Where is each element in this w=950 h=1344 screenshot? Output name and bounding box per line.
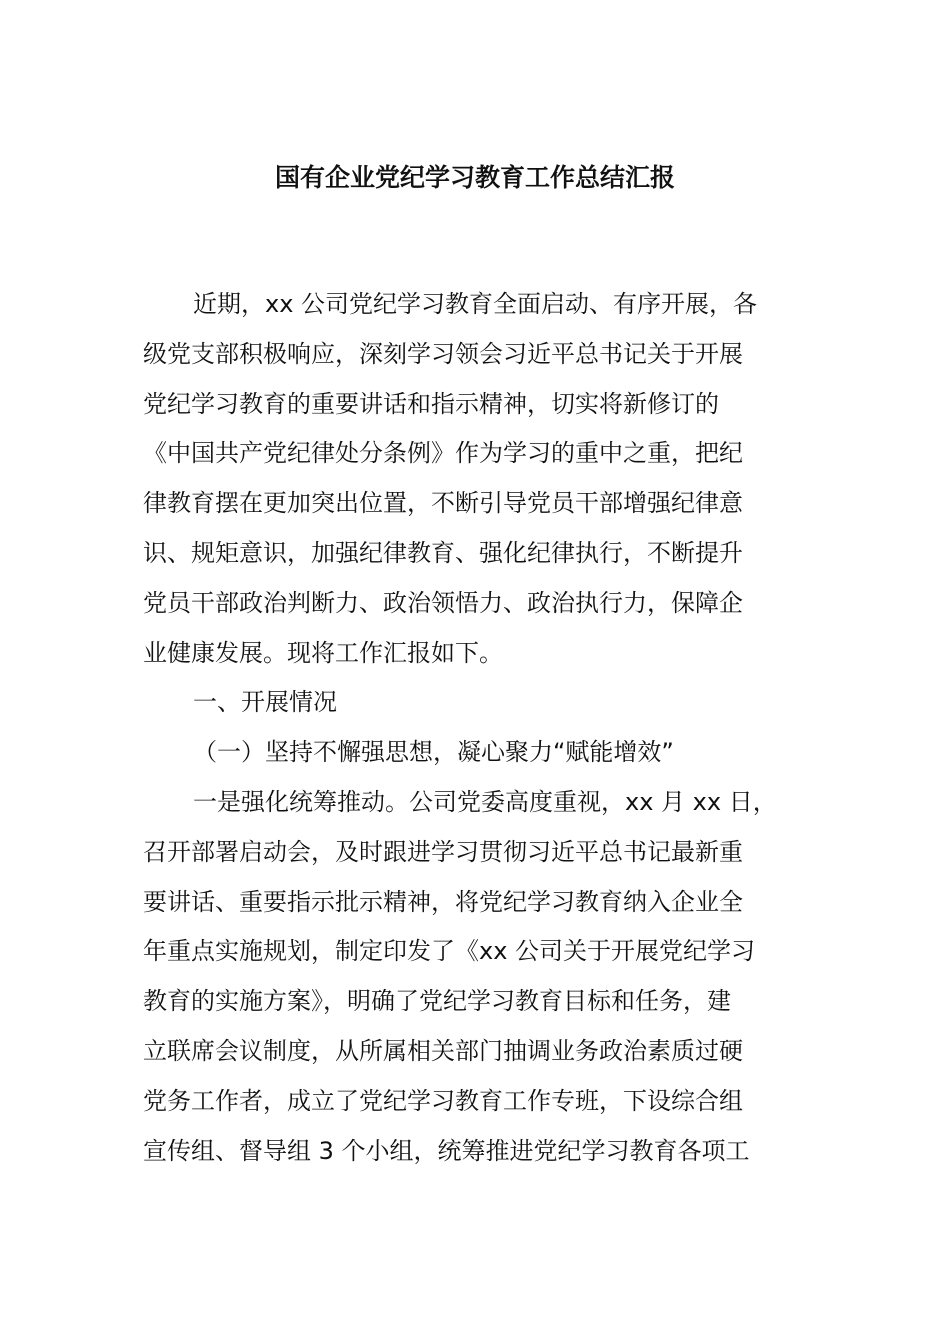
paragraph-line: 教育的实施方案》，明确了党纪学习教育目标和任务，建 [143, 987, 731, 1016]
paragraph-line: 识、规矩意识，加强纪律教育、强化纪律执行，不断提升 [143, 538, 743, 567]
paragraph-line: 一是强化统筹推动。公司党委高度重视，xx 月 xx 日， [193, 787, 777, 816]
paragraph-line: 级党支部积极响应，深刻学习领会习近平总书记关于开展 [143, 339, 743, 368]
paragraph-line: 近期，xx 公司党纪学习教育全面启动、有序开展，各 [193, 290, 758, 318]
paragraph-line: 党纪学习教育的重要讲话和指示精神，切实将新修订的 [143, 389, 719, 418]
paragraph-line: 召开部署启动会，及时跟进学习贯彻习近平总书记最新重 [143, 837, 743, 866]
paragraph-line: 业健康发展。现将工作汇报如下。 [143, 638, 503, 667]
paragraph-line: 立联席会议制度，从所属相关部门抽调业务政治素质过硬 [143, 1036, 743, 1065]
paragraph-line: 宣传组、督导组 3 个小组，统筹推进党纪学习教育各项工 [143, 1136, 750, 1165]
subsection-heading: （一）坚持不懈强思想，凝心聚力“赋能增效” [193, 738, 674, 767]
paragraph-line: 党员干部政治判断力、政治领悟力、政治执行力，保障企 [143, 588, 743, 617]
document-body [143, 280, 843, 1176]
paragraph-line: 要讲话、重要指示批示精神，将党纪学习教育纳入企业全 [143, 887, 743, 916]
paragraph-line: 《中国共产党纪律处分条例》作为学习的重中之重，把纪 [143, 439, 743, 468]
paragraph-line: 年重点实施规划，制定印发了《xx 公司关于开展党纪学习 [143, 937, 756, 966]
section-heading: 一、开展情况 [193, 688, 337, 717]
paragraph-line: 党务工作者，成立了党纪学习教育工作专班，下设综合组 [143, 1086, 743, 1115]
paragraph-line: 律教育摆在更加突出位置，不断引导党员干部增强纪律意 [143, 489, 743, 518]
document-title: 国有企业党纪学习教育工作总结汇报 [274, 163, 675, 192]
